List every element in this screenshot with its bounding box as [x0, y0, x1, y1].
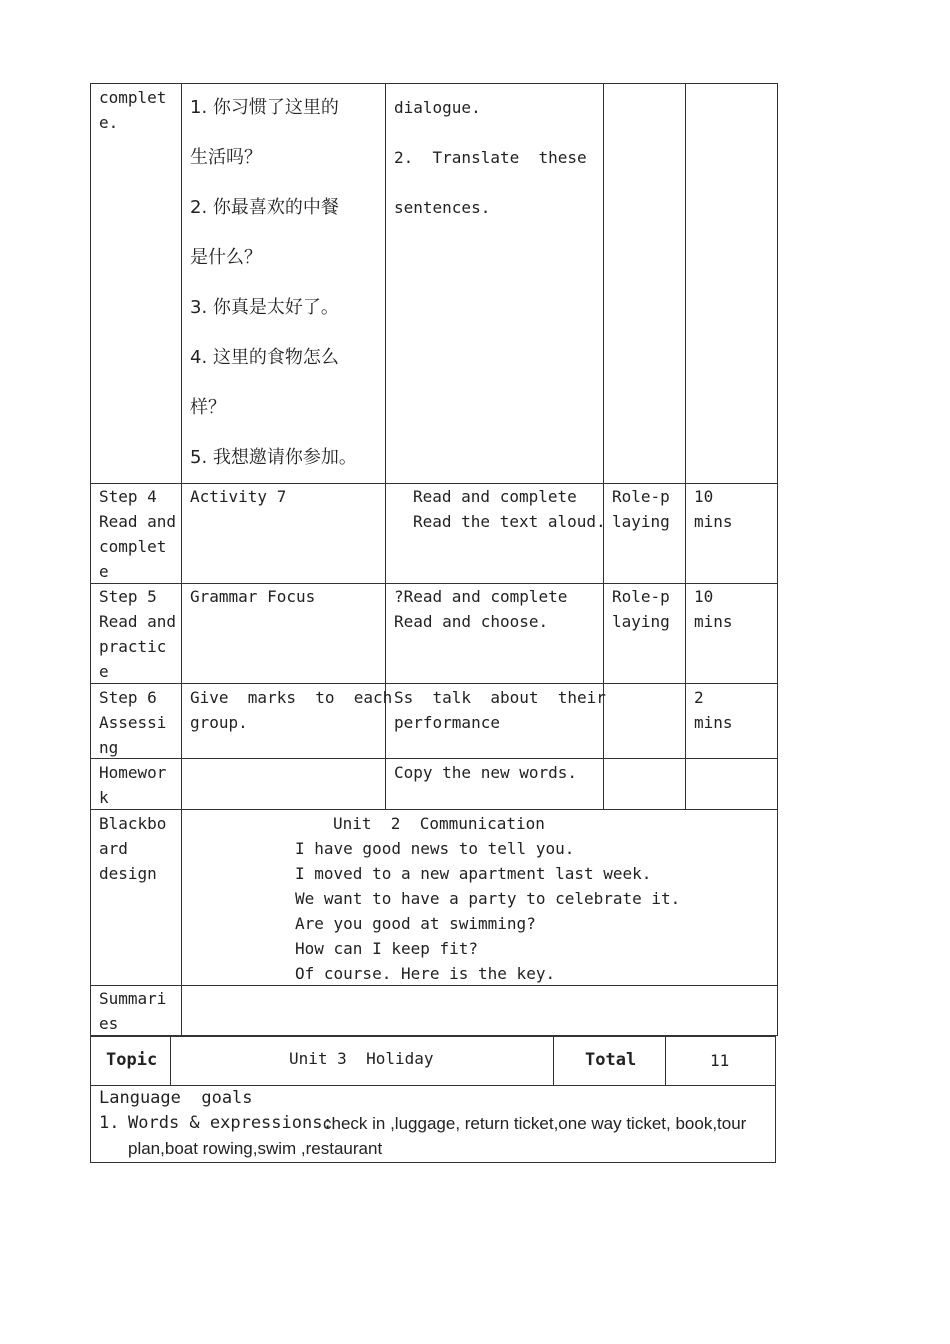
step6-activity-line: Give marks to each	[190, 688, 393, 707]
table-left-border	[90, 83, 91, 1036]
blackboard-line: Are you good at swimming?	[295, 914, 536, 933]
col-divider-4	[685, 83, 686, 810]
step4-label-line: Step 4	[99, 487, 157, 506]
step5-label-line: e	[99, 662, 109, 681]
blackboard-line: How can I keep fit?	[295, 939, 479, 958]
step4-label-line: Read and	[99, 512, 177, 531]
lower-table-right-border	[775, 1036, 776, 1163]
step5-task-line: Read and choose.	[394, 612, 549, 631]
row-divider-homework	[90, 758, 778, 759]
summaries-label-line: Summari	[99, 989, 167, 1008]
step4-activity: Activity 7	[190, 487, 287, 506]
step4-method-line: laying	[612, 512, 670, 531]
step5-task-line: ?Read and complete	[394, 587, 568, 606]
step5-label-line: practic	[99, 637, 167, 656]
language-goals-title: Language goals	[99, 1088, 253, 1108]
total-label: Total	[585, 1050, 637, 1070]
row-divider-step6	[90, 683, 778, 684]
step6-activity-line: group.	[190, 713, 248, 732]
topic-col-divider-2	[553, 1036, 554, 1086]
step6-time-line: 2	[694, 688, 704, 707]
table-right-border	[777, 83, 778, 1036]
step6-label-line: Step 6	[99, 688, 157, 707]
row1-step-line: complet	[99, 88, 167, 107]
blackboard-line: We want to have a party to celebrate it.	[295, 889, 681, 908]
blackboard-heading: Unit 2 Communication	[333, 814, 545, 833]
col-divider-1	[181, 83, 182, 1036]
row1-activity-line: 4. 这里的食物怎么	[190, 347, 339, 368]
summaries-label-line: es	[99, 1014, 119, 1033]
row1-task-line: sentences.	[394, 198, 491, 217]
goals-bottom-border	[90, 1162, 776, 1163]
topic-value: Unit 3 Holiday	[289, 1049, 434, 1068]
language-goals-item-text: check in ,luggage, return ticket,one way ticket, book,tour	[323, 1114, 747, 1133]
topic-row-top-border	[90, 1036, 776, 1037]
topic-col-divider-1	[170, 1036, 171, 1086]
row1-activity-line: 2. 你最喜欢的中餐	[190, 197, 339, 218]
step6-task-line: performance	[394, 713, 500, 732]
row1-activity-line: 样？	[190, 397, 226, 418]
step4-method-line: Role-p	[612, 487, 670, 506]
blackboard-line: Of course. Here is the key.	[295, 964, 556, 983]
step5-method-line: laying	[612, 612, 670, 631]
step5-activity: Grammar Focus	[190, 587, 316, 606]
row1-activity-line: 1. 你习惯了这里的	[190, 97, 339, 118]
blackboard-line: I have good news to tell you.	[295, 839, 575, 858]
blackboard-line: I moved to a new apartment last week.	[295, 864, 652, 883]
total-value: 11	[710, 1051, 730, 1070]
row1-step-line: e.	[99, 113, 119, 132]
row1-activity-line: 5. 我想邀请你参加。	[190, 447, 357, 468]
row1-activity-line: 3. 你真是太好了。	[190, 297, 339, 318]
step4-time-line: 10	[694, 487, 714, 506]
step4-label-line: e	[99, 562, 109, 581]
row1-activity-line: 生活吗？	[190, 147, 262, 168]
step4-time-line: mins	[694, 512, 733, 531]
step5-time-line: 10	[694, 587, 714, 606]
homework-label-line: k	[99, 788, 109, 807]
homework-task: Copy the new words.	[394, 763, 578, 782]
row1-task-line: 2. Translate these	[394, 148, 587, 167]
blackboard-label-line: Blackbo	[99, 814, 167, 833]
step6-task-line: Ss talk about their	[394, 688, 606, 707]
homework-label-line: Homewor	[99, 763, 167, 782]
step4-task-line: Read and complete	[413, 487, 577, 506]
row1-task-line: dialogue.	[394, 98, 481, 117]
step6-label-line: Assessi	[99, 713, 167, 732]
blackboard-label-line: design	[99, 864, 157, 883]
topic-col-divider-3	[665, 1036, 666, 1086]
step6-time-line: mins	[694, 713, 733, 732]
step4-label-line: complet	[99, 537, 167, 556]
step5-label-line: Step 5	[99, 587, 157, 606]
language-goals-item-label: Words & expressions:	[128, 1113, 333, 1133]
lower-table-left-border	[90, 1036, 91, 1163]
step4-task-line: Read the text aloud.	[413, 512, 606, 531]
step5-time-line: mins	[694, 612, 733, 631]
topic-label: Topic	[106, 1050, 158, 1070]
blackboard-label-line: ard	[99, 839, 128, 858]
row-divider-blackboard	[90, 809, 778, 810]
language-goals-item-text: plan,boat rowing,swim ,restaurant	[128, 1139, 383, 1158]
step5-label-line: Read and	[99, 612, 177, 631]
step6-label-line: ng	[99, 738, 119, 757]
language-goals-item-number: 1.	[99, 1113, 120, 1133]
row1-activity-line: 是什么？	[190, 247, 262, 268]
step5-method-line: Role-p	[612, 587, 670, 606]
